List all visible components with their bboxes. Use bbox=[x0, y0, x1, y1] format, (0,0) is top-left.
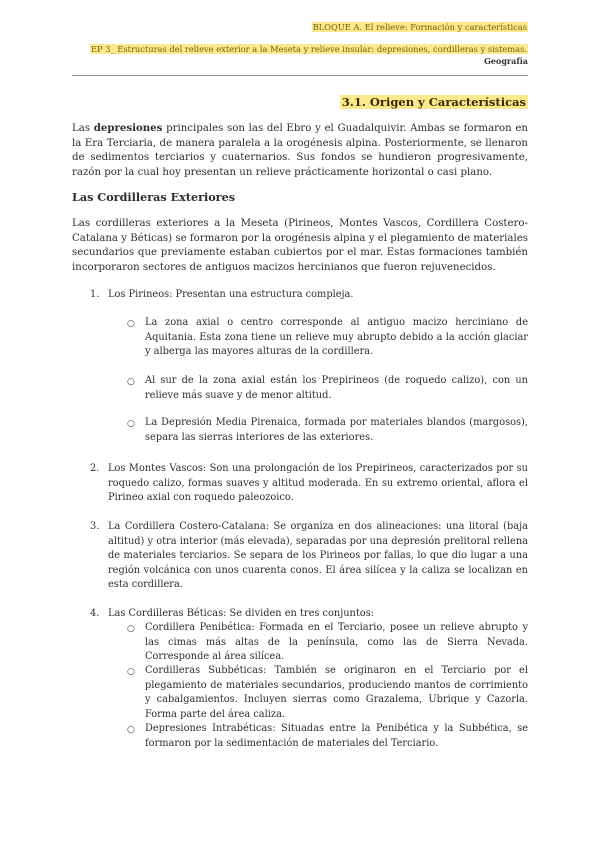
sub-list-item: La zona axial o centro corresponde al antiguo macizo herciniano de Aquitania. Esta zona tiene un relieve muy abrupto debido a la acción glaciar y alberga las mayores alturas de la cordillera. bbox=[145, 317, 528, 357]
sub-list-item: Cordillera Penibética: Formada en el Terciario, posee un relieve abrupto y las cimas más altas de la península, como las de Sierra Nevada. Corresponde al área silícea. bbox=[145, 622, 528, 662]
bullet-icon: ○ bbox=[127, 725, 135, 735]
bullet-icon: ○ bbox=[127, 667, 135, 677]
list-item-text: Las Cordilleras Béticas: Se dividen en tres conjuntos: bbox=[108, 608, 375, 619]
list-item-text: Los Pirineos: Presentan una estructura compleja. bbox=[108, 289, 354, 300]
header-block-title bbox=[312, 22, 528, 33]
intro-bold-term: depresiones bbox=[93, 122, 163, 134]
header-line-2: EP 3_ Estructuras del relieve exterior a la Meseta y relieve insular: depresiones, cordilleras y sistemas. bbox=[90, 44, 527, 54]
header-subject: Geografía bbox=[484, 56, 528, 66]
intro-rest: principales son las del Ebro y el Guadalquivir. Ambas se formaron en la Era Terciaria, de manera paralela a la orogénesis alpina. Posteriormente, se llenaron de sedimentos terciarios y cuaternarios. Sus fondos se hundieron progresivamente, razón por la cual hoy presentan un relieve prácticamente horizontal o casi plano. bbox=[72, 123, 528, 178]
header-unit-title bbox=[90, 44, 528, 55]
bullet-icon: ○ bbox=[127, 419, 135, 429]
bullet-icon: ○ bbox=[127, 624, 135, 634]
bullet-icon: ○ bbox=[127, 319, 135, 329]
cordilleras-intro-paragraph: Las cordilleras exteriores a la Meseta (Pirineos, Montes Vascos, Cordillera Costero-Catalana y Béticas) se formaron por la orogénesis alpina y el plegamiento de materiales secundarios que previamente estaban cubiertos por el mar. Estas formaciones también incorporaron sectores de antiguos macizos hercinianos que fueron rejuvenecidos. bbox=[72, 218, 528, 273]
list-item-number: 2. bbox=[90, 463, 100, 474]
section-title bbox=[340, 95, 528, 109]
header-line-1: BLOQUE A. El relieve: Formación y características bbox=[312, 22, 527, 32]
list-item-number: 1. bbox=[90, 289, 100, 300]
list-item-number: 3. bbox=[90, 521, 100, 532]
list-item-text: La Cordillera Costero-Catalana: Se organiza en dos alineaciones: una litoral (baja altitud) y otra interior (más elevada), separadas por una depresión prelitoral rellena de materiales terciarios. Se separa de los Pirineos por fallas, lo que dio lugar a una región volcánica con unos cuarenta conos. El área silícea y la caliza se localizan en esta cordillera. bbox=[108, 521, 528, 590]
list-item-number: 4. bbox=[90, 608, 100, 619]
sub-list-item: La Depresión Media Pirenaica, formada por materiales blandos (margosos), separa las sierras interiores de las exteriores. bbox=[145, 417, 528, 443]
intro-paragraph bbox=[72, 121, 528, 180]
sub-list-item: Cordilleras Subbéticas: También se originaron en el Terciario por el plegamiento de materiales secundarios, produciendo mantos de corrimiento y cabalgamientos. Incluyen sierras como Grazalema, Ubrique y Cazorla. Forma parte del área caliza. bbox=[145, 665, 528, 720]
sub-list-item: Al sur de la zona axial están los Prepirineos (de roquedo calizo), con un relieve más suave y de menor altitud. bbox=[145, 375, 528, 401]
header-divider bbox=[72, 75, 528, 76]
sub-list-item: Depresiones Intrabéticas: Situadas entre la Penibética y la Subbética, se formaron por la sedimentación de materiales del Terciario. bbox=[145, 723, 528, 749]
section-title-text: 3.1. Origen y Características bbox=[341, 95, 526, 109]
list-item-text: Los Montes Vascos: Son una prolongación de los Prepirineos, caracterizados por su roquedo calizo, formas suaves y altitud moderada. En su extremo oriental, aflora el Pirineo axial con roquedo paleozoico. bbox=[108, 463, 528, 503]
bullet-icon: ○ bbox=[127, 377, 135, 387]
cordilleras-heading: Las Cordilleras Exteriores bbox=[72, 190, 235, 204]
intro-lead: Las bbox=[72, 123, 94, 134]
